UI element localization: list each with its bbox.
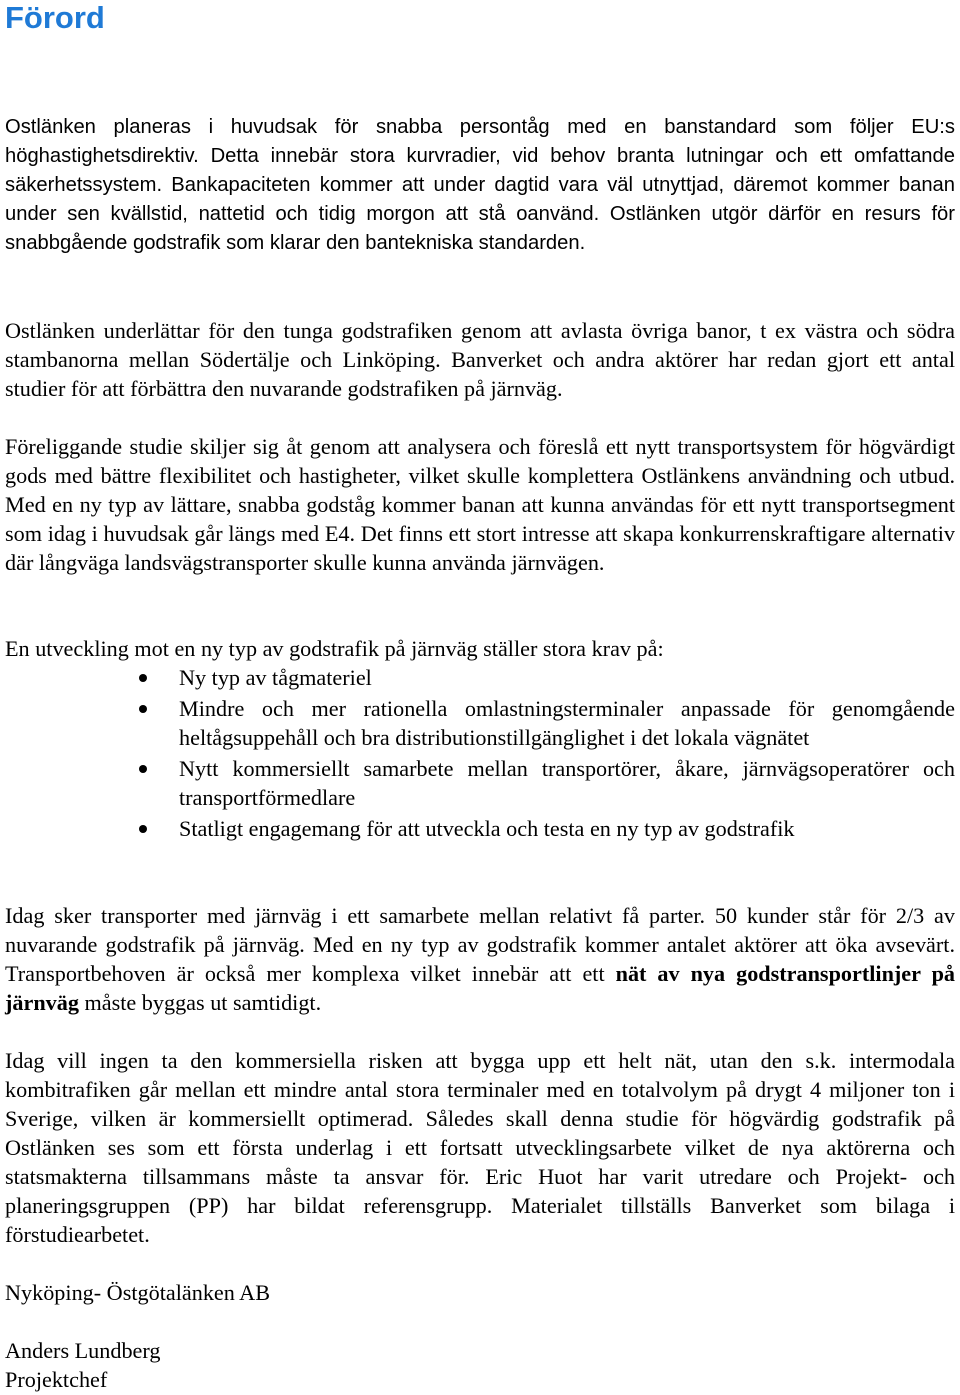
bullet-icon <box>139 705 147 713</box>
paragraph-current-transport <box>5 901 955 1017</box>
list-item-text: Nytt kommersiellt samarbete mellan transportörer, åkare, järnvägsoperatörer och transportförmedlare <box>179 756 955 810</box>
bullet-icon <box>139 825 147 833</box>
bullet-icon <box>139 765 147 773</box>
signature-organization: Nyköping- Östgötalänken AB <box>5 1280 270 1305</box>
paragraph-text-end: måste byggas ut samtidigt. <box>78 990 322 1015</box>
paragraph-commercial-risk: Idag vill ingen ta den kommersiella risken att bygga upp ett helt nät, utan den s.k. intermodala kombitrafiken går mellan ett mindre antal stora terminaler med en totalvolym på drygt 4 miljoner ton i Sverige, vilken är kommersiellt optimerad. Således skall denna studie för högvärdig godstrafik på Ostlänken ses som ett första underlag i ett fortsatt utvecklingsarbete vilket de nya aktörerna och statsmakterna tillsammans måste ta ansvar för. Eric Huot har varit utredare och Projekt- och planeringsgruppen (PP) har bildat referensgrupp. Materialet tillställs Banverket som bilaga i förstudiearbetet. <box>5 1048 955 1247</box>
emphasis-network: nät av nya godstransportlinjer på järnväg <box>5 961 956 1015</box>
signature-name: Anders Lundberg <box>5 1338 161 1363</box>
page-title: Förord <box>5 0 105 35</box>
list-item <box>0 754 955 812</box>
list-item <box>0 694 955 752</box>
signature-role: Projektchef <box>5 1367 108 1392</box>
requirements-list <box>0 663 955 845</box>
paragraph-intro: Ostlänken planeras i huvudsak för snabba persontåg med en banstandard som följer EU:s höghastighetsdirektiv. Detta innebär stora kurvradier, vid behov branta lutningar och ett omfattande säkerhetssystem. Bankapaciteten kommer att under dagtid vara väl utnyttjad, däremot kommer banan under sen kvällstid, nattetid och tidig morgon att stå oanvänd. Ostlänken utgör därför en resurs för snabbgående godstrafik som klarar den bantekniska standarden. <box>5 116 955 254</box>
list-item-text: Statligt engagemang för att utveckla och testa en ny typ av godstrafik <box>179 816 795 841</box>
list-item <box>0 814 955 843</box>
bullet-icon <box>139 674 147 682</box>
list-item <box>0 663 955 692</box>
paragraph-study-purpose: Föreliggande studie skiljer sig åt genom att analysera och föreslå ett nytt transportsystem för högvärdigt gods med bättre flexibilitet och hastigheter, vilket skulle komplettera Ostlänkens användning och utbud. Med en ny typ av lättare, snabba godståg kommer banan att kunna användas för ett nytt transportsegment som idag i huvudsak går längs med E4. Det finns ett stort intresse att skapa konkurrenskraftigare alternativ där långväga landsvägstransporter skulle kunna använda järnvägen. <box>5 434 955 575</box>
paragraph-freight-relief: Ostlänken underlättar för den tunga godstrafiken genom att avlasta övriga banor, t ex västra och södra stambanorna mellan Södertälje och Linköping. Banverket och andra aktörer har redan gjort ett antal studier för att förbättra den nuvarande godstrafiken på järnväg. <box>5 318 955 401</box>
paragraph-text-start: Idag sker transporter med järnväg i ett samarbete mellan relativt få parter. 50 kunder står för 2/3 av nuvarande godstrafik på järnväg. Med en ny typ av godstrafik kommer antalet aktörer att öka avsevärt. Transportbehoven är också mer komplexa vilket innebär att ett <box>5 903 955 986</box>
list-item-text: Ny typ av tågmateriel <box>179 665 372 690</box>
paragraph-requirements-intro: En utveckling mot en ny typ av godstrafik på järnväg ställer stora krav på: <box>5 636 664 661</box>
list-item-text: Mindre och mer rationella omlastningsterminaler anpassade för genomgående heltågsuppehåll och bra distributionstillgänglighet i det lokala vägnätet <box>179 696 955 750</box>
